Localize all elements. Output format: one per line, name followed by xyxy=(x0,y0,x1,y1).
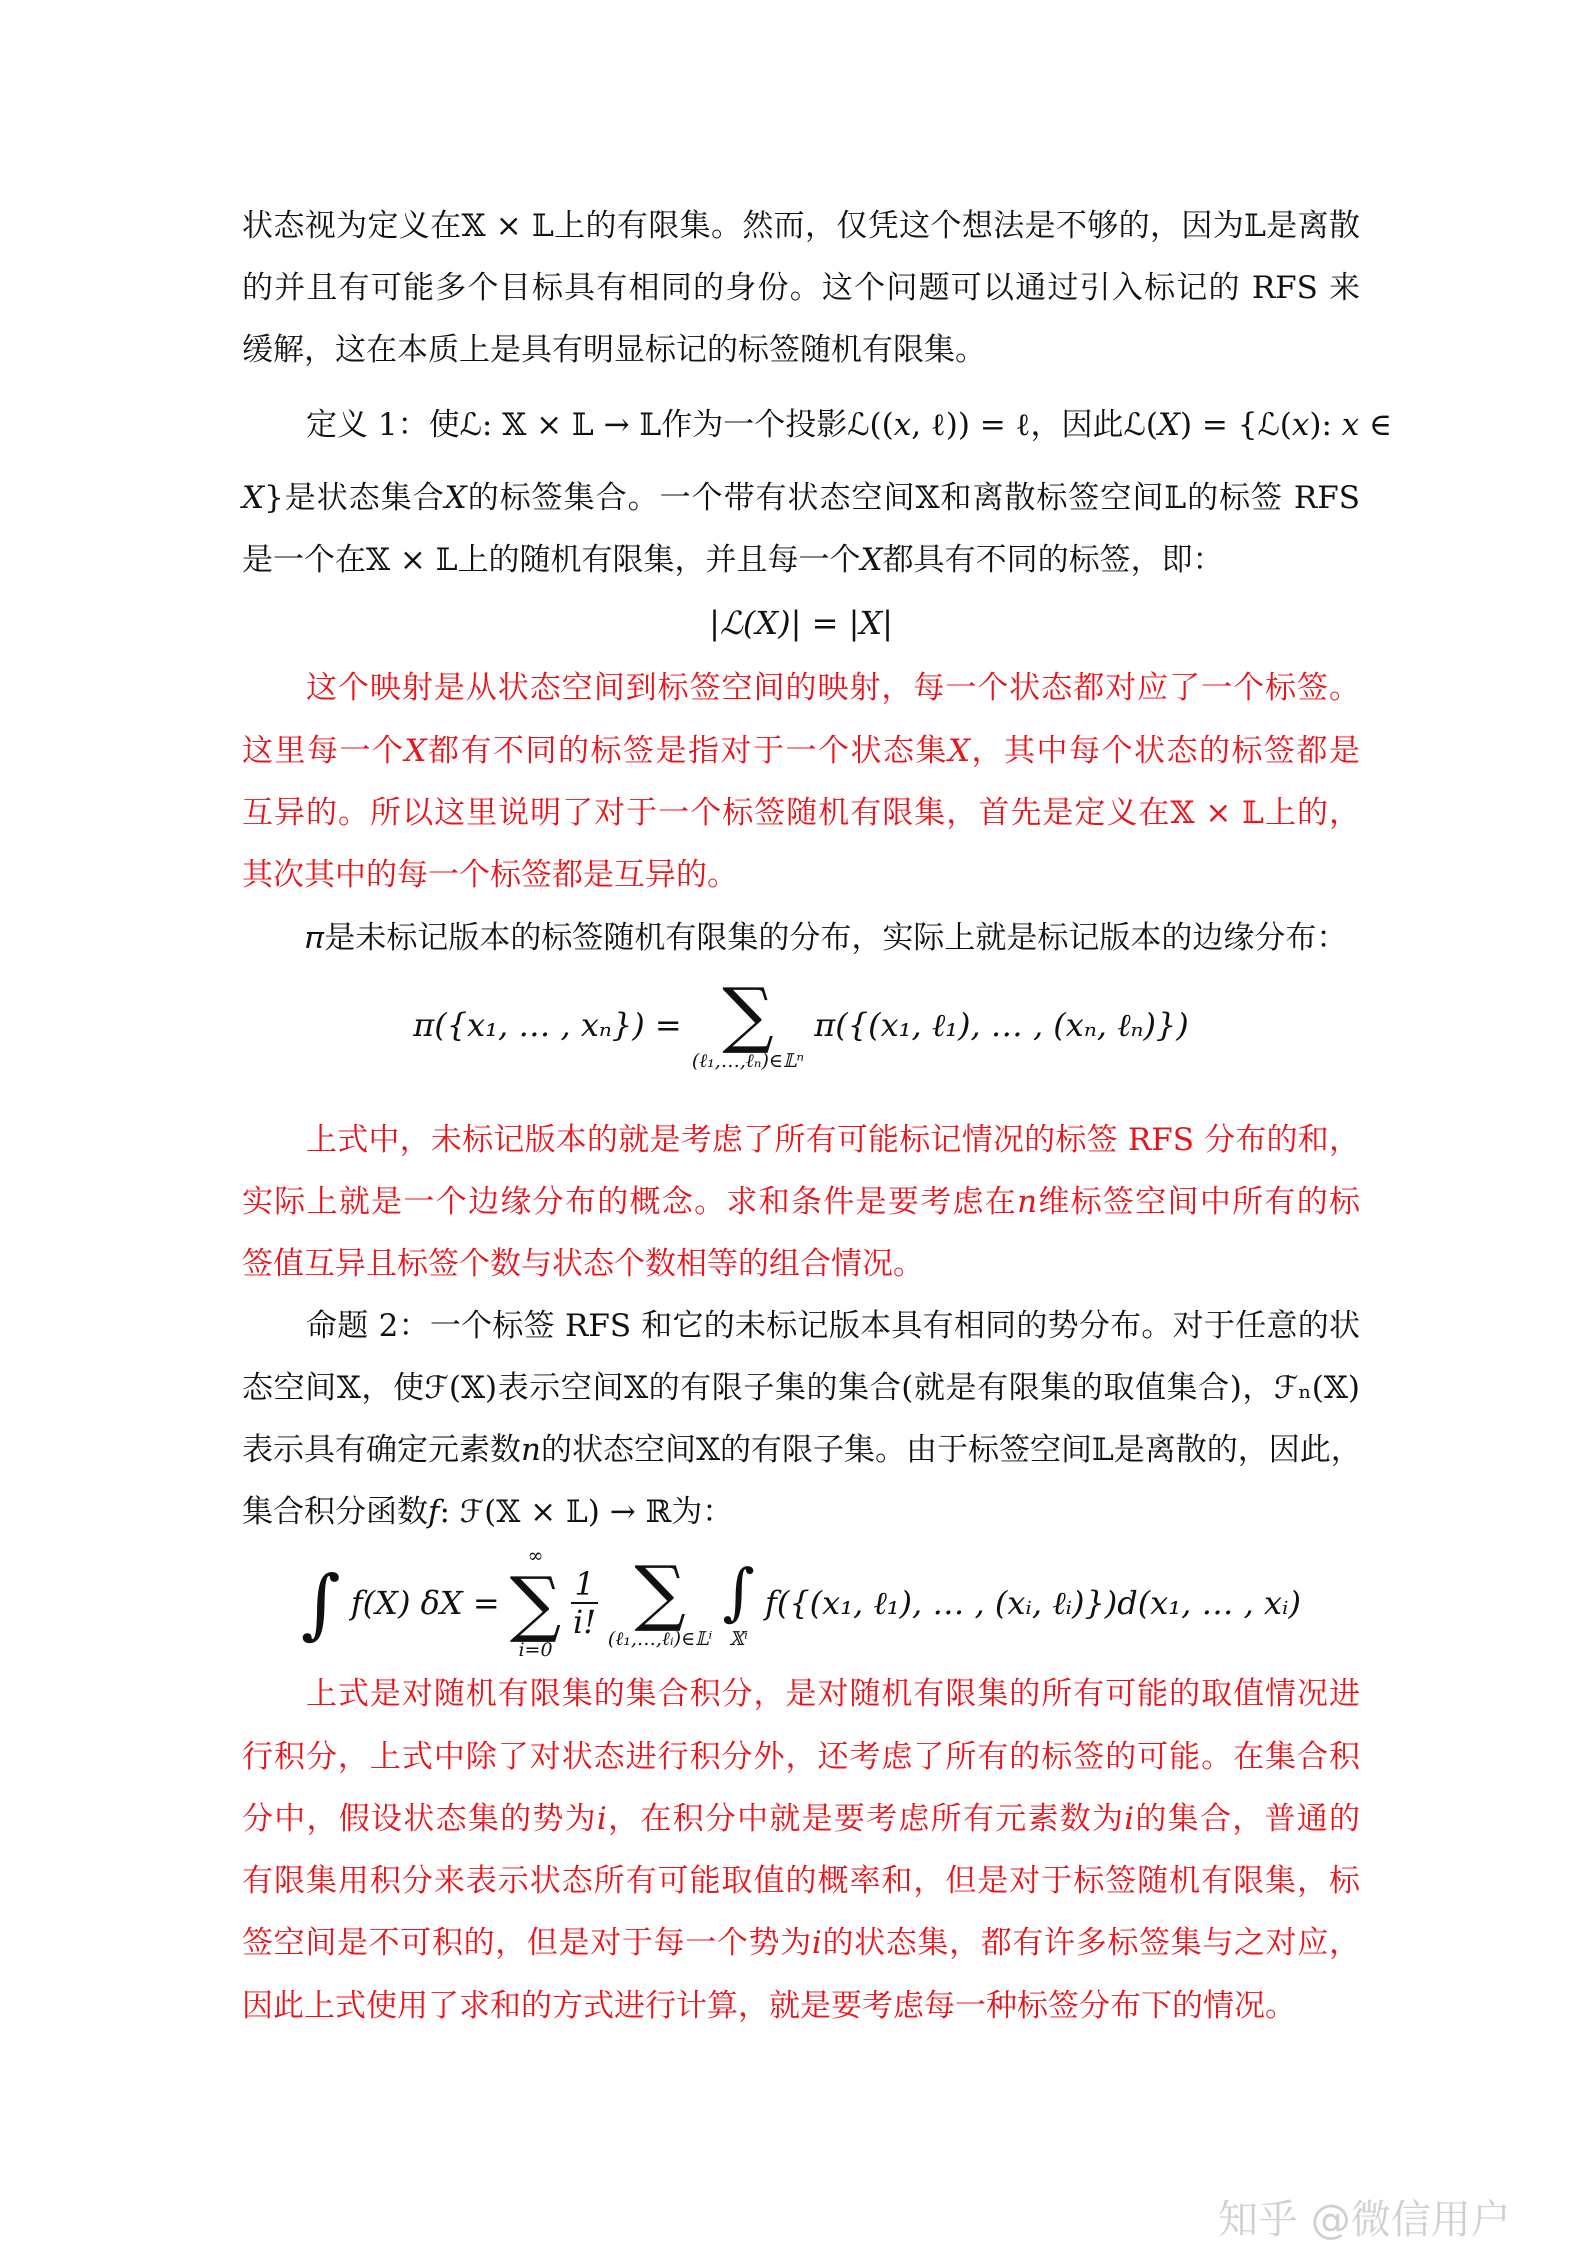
eq-int-integral-sign: ∫ xyxy=(301,1558,341,1648)
eq-int-inner-integral-subscript: 𝕏ⁱ xyxy=(729,1628,748,1650)
definition-1-line-2: 𝑋}是状态集合𝑋的标签集合。一个带有状态空间𝕏和离散标签空间𝕃的标签 RFS xyxy=(242,480,1360,516)
eq-int-sum-i xyxy=(510,1545,561,1661)
equation-label-cardinality: |ℒ(𝑋)| = |𝑋| xyxy=(709,604,893,642)
definition-1-line-1: 定义 1：使ℒ: 𝕏 × 𝕃 → 𝕃作为一个投影ℒ((𝑥, ℓ)) = ℓ，因此ℒ(𝑋) = {ℒ(𝑥): 𝑥 ∈ xyxy=(306,407,1393,443)
note-1-line-4: 其次其中的每一个标签都是互异的。 xyxy=(242,857,738,893)
eq-int-fraction-denominator: 𝑖! xyxy=(573,1603,597,1641)
note-3-line-1: 上式是对随机有限集的集合积分，是对随机有限集的所有可能的取值情况进 xyxy=(306,1676,1360,1712)
eq-int-sigma-2: ∑ xyxy=(634,1550,686,1634)
proposition-2-line-2: 态空间𝕏，使ℱ(𝕏)表示空间𝕏的有限子集的集合(就是有限集的取值集合)，ℱₙ(𝕏) xyxy=(242,1370,1360,1406)
eq-int-sum-labels-subscript: (ℓ₁,…,ℓᵢ)∈𝕃ⁱ xyxy=(607,1628,713,1650)
note-3-line-2: 行积分，上式中除了对状态进行积分外，还考虑了所有的标签的可能。在集合积 xyxy=(242,1739,1360,1775)
proposition-2-line-3: 表示具有确定元素数𝑛的状态空间𝕏的有限子集。由于标签空间𝕃是离散的，因此， xyxy=(242,1432,1362,1468)
pi-paragraph: 𝜋是未标记版本的标签随机有限集的分布，实际上就是标记版本的边缘分布： xyxy=(306,920,1348,956)
eq-int-inner-integral xyxy=(723,1556,755,1650)
note-3-line-4: 有限集用积分来表示状态所有可能取值的概率和，但是对于标签随机有限集，标 xyxy=(242,1863,1360,1899)
eq-int-fraction xyxy=(571,1566,597,1640)
eq-int-sum-i-superscript: ∞ xyxy=(527,1545,544,1567)
definition-1-line-3: 是一个在𝕏 × 𝕃上的随机有限集，并且每一个𝑋都具有不同的标签，即： xyxy=(242,542,1224,578)
eq-int-sum-labels xyxy=(607,1550,713,1650)
eq-int-fraction-numerator: 1 xyxy=(571,1566,597,1604)
note-2-line-3: 签值互异且标签个数与状态个数相等的组合情况。 xyxy=(242,1246,924,1282)
intro-line-1: 状态视为定义在𝕏 × 𝕃上的有限集。然而，仅凭这个想法是不够的，因为𝕃是离散 xyxy=(242,208,1360,244)
eq-int-sum-i-subscript: 𝑖=0 xyxy=(518,1639,553,1661)
equation-pi-marginal xyxy=(242,972,1360,1088)
intro-line-2: 的并且有可能多个目标具有相同的身份。这个问题可以通过引入标记的 RFS 来 xyxy=(242,270,1360,306)
eq-pi-rhs: 𝜋({(𝑥₁, ℓ₁), … , (𝑥ₙ, ℓₙ)}) xyxy=(814,1006,1189,1044)
note-2-line-1: 上式中，未标记版本的就是考虑了所有可能标记情况的标签 RFS 分布的和， xyxy=(306,1122,1360,1158)
note-3-line-6: 因此上式使用了求和的方式进行计算，就是要考虑每一种标签分布下的情况。 xyxy=(242,1988,1296,2024)
note-2-line-2: 实际上就是一个边缘分布的概念。求和条件是要考虑在𝑛维标签空间中所有的标 xyxy=(242,1184,1360,1220)
equation-set-integral xyxy=(242,1545,1360,1675)
proposition-2-line-4: 集合积分函数𝑓: ℱ(𝕏 × 𝕃) → ℝ为： xyxy=(242,1494,734,1530)
note-3-line-3: 分中，假设状态集的势为𝑖，在积分中就是要考虑所有元素数为𝑖的集合，普通的 xyxy=(242,1801,1360,1837)
note-1-line-2: 这里每一个𝑋都有不同的标签是指对于一个状态集𝑋，其中每个状态的标签都是 xyxy=(242,733,1360,769)
eq-int-lhs: 𝑓(𝑋) 𝛿𝑋 = xyxy=(350,1584,500,1622)
eq-int-integral-sign-2: ∫ xyxy=(722,1555,755,1628)
note-1-line-3: 互异的。所以这里说明了对于一个标签随机有限集，首先是定义在𝕏 × 𝕃上的， xyxy=(242,795,1360,831)
note-3-line-5: 签空间是不可积的，但是对于每一个势为𝑖的状态集，都有许多标签集与之对应， xyxy=(242,1925,1360,1961)
proposition-2-line-1: 命题 2：一个标签 RFS 和它的未标记版本具有相同的势分布。对于任意的状 xyxy=(306,1308,1360,1344)
note-1-line-1: 这个映射是从状态空间到标签空间的映射，每一个状态都对应了一个标签。 xyxy=(306,670,1360,706)
eq-pi-sum xyxy=(691,972,805,1072)
eq-int-sigma-1: ∑ xyxy=(509,1561,562,1645)
watermark: 知乎 @微信用户 xyxy=(1218,2197,1511,2243)
eq-pi-sum-subscript: (ℓ₁,…,ℓₙ)∈𝕃ⁿ xyxy=(691,1050,805,1072)
eq-int-rhs: 𝑓({(𝑥₁, ℓ₁), … , (𝑥ᵢ, ℓᵢ)})𝑑(𝑥₁, … , 𝑥ᵢ) xyxy=(764,1584,1301,1622)
eq-pi-sigma: ∑ xyxy=(722,972,774,1056)
intro-line-3: 缓解，这在本质上是具有明显标记的标签随机有限集。 xyxy=(242,332,986,368)
eq-pi-lhs: 𝜋({𝑥₁, … , 𝑥ₙ}) = xyxy=(413,1006,682,1044)
